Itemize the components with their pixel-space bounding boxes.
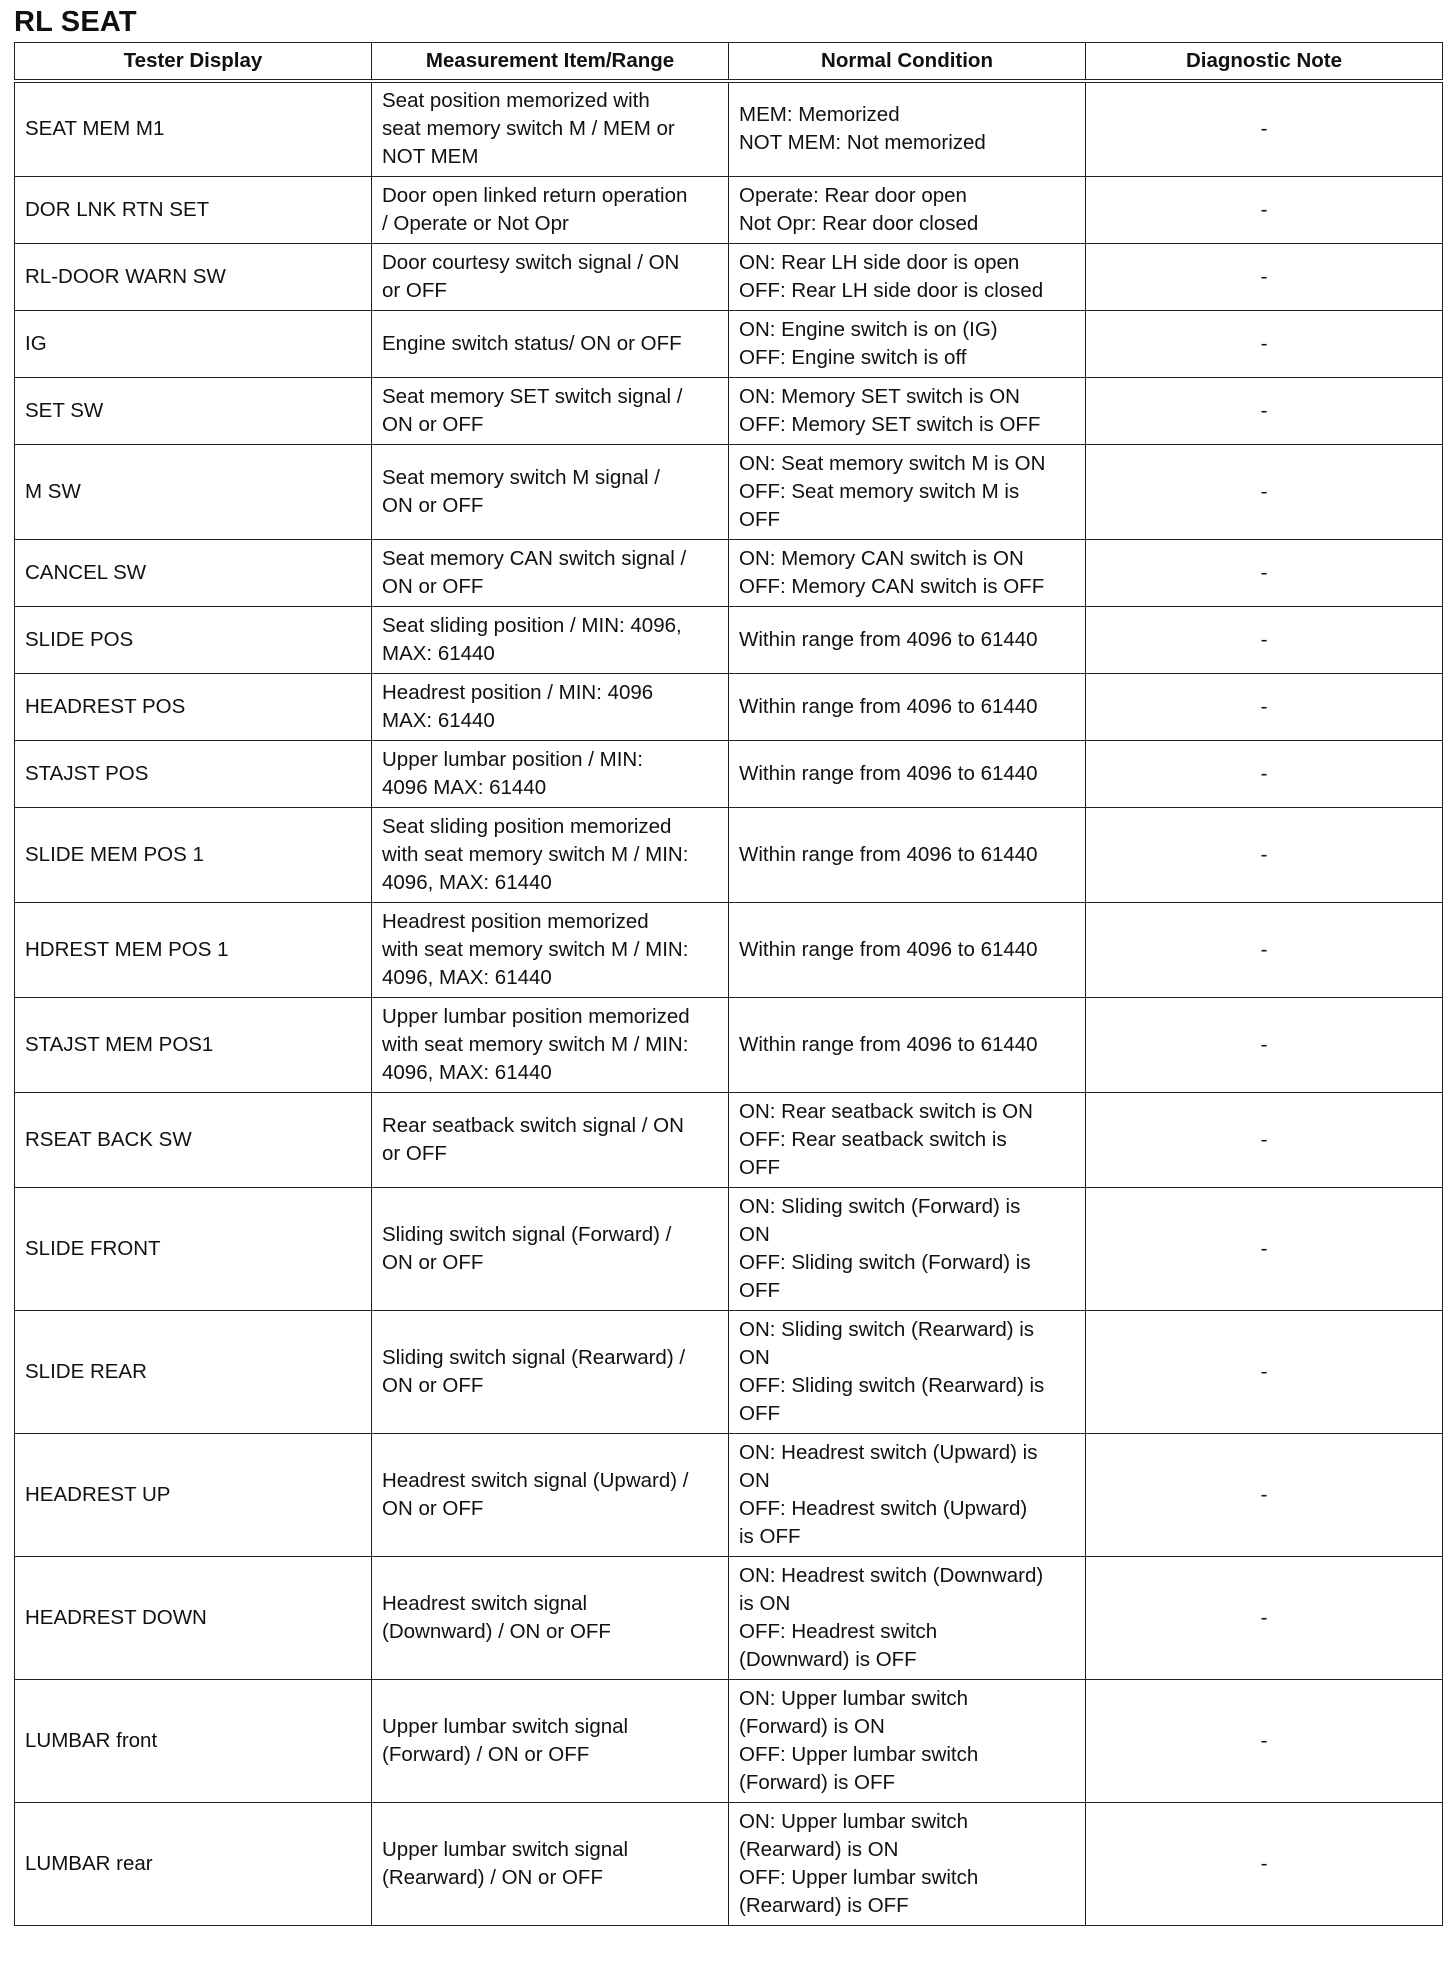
cell-normal-condition: ON: Engine switch is on (IG) OFF: Engine switch is off — [729, 310, 1086, 377]
cell-normal-condition: ON: Sliding switch (Forward) is ON OFF: Sliding switch (Forward) is OFF — [729, 1187, 1086, 1310]
cell-diagnostic-note: - — [1086, 740, 1443, 807]
cell-normal-condition: ON: Headrest switch (Downward) is ON OFF: Headrest switch (Downward) is OFF — [729, 1556, 1086, 1679]
header-tester-display: Tester Display — [15, 43, 372, 82]
cell-tester-display: SLIDE FRONT — [15, 1187, 372, 1310]
cell-diagnostic-note: - — [1086, 1433, 1443, 1556]
cell-normal-condition: Within range from 4096 to 61440 — [729, 673, 1086, 740]
cell-normal-condition: ON: Seat memory switch M is ON OFF: Seat memory switch M is OFF — [729, 444, 1086, 539]
cell-normal-condition: Within range from 4096 to 61440 — [729, 740, 1086, 807]
cell-diagnostic-note: - — [1086, 176, 1443, 243]
cell-measurement-item: Headrest switch signal (Upward) / ON or OFF — [372, 1433, 729, 1556]
table-row — [15, 243, 1443, 310]
cell-tester-display: HEADREST POS — [15, 673, 372, 740]
table-row — [15, 81, 1443, 176]
table-row — [15, 176, 1443, 243]
cell-diagnostic-note: - — [1086, 1310, 1443, 1433]
table-row — [15, 1556, 1443, 1679]
table-row — [15, 377, 1443, 444]
table-row — [15, 673, 1443, 740]
table-body — [15, 81, 1443, 1925]
cell-normal-condition: ON: Headrest switch (Upward) is ON OFF: Headrest switch (Upward) is OFF — [729, 1433, 1086, 1556]
cell-diagnostic-note: - — [1086, 997, 1443, 1092]
cell-normal-condition: Within range from 4096 to 61440 — [729, 997, 1086, 1092]
cell-tester-display: SLIDE POS — [15, 606, 372, 673]
cell-diagnostic-note: - — [1086, 539, 1443, 606]
table-row — [15, 1310, 1443, 1433]
cell-measurement-item: Rear seatback switch signal / ON or OFF — [372, 1092, 729, 1187]
cell-measurement-item: Seat sliding position / MIN: 4096, MAX: 61440 — [372, 606, 729, 673]
diagnostic-table — [14, 42, 1443, 1926]
cell-normal-condition: ON: Upper lumbar switch (Forward) is ON OFF: Upper lumbar switch (Forward) is OFF — [729, 1679, 1086, 1802]
cell-diagnostic-note: - — [1086, 243, 1443, 310]
cell-normal-condition: Within range from 4096 to 61440 — [729, 606, 1086, 673]
cell-tester-display: SET SW — [15, 377, 372, 444]
cell-tester-display: RSEAT BACK SW — [15, 1092, 372, 1187]
cell-diagnostic-note: - — [1086, 1679, 1443, 1802]
cell-diagnostic-note: - — [1086, 444, 1443, 539]
table-row — [15, 997, 1443, 1092]
cell-measurement-item: Upper lumbar switch signal (Forward) / ON or OFF — [372, 1679, 729, 1802]
cell-diagnostic-note: - — [1086, 807, 1443, 902]
table-row — [15, 1187, 1443, 1310]
cell-measurement-item: Door courtesy switch signal / ON or OFF — [372, 243, 729, 310]
cell-normal-condition: ON: Sliding switch (Rearward) is ON OFF: Sliding switch (Rearward) is OFF — [729, 1310, 1086, 1433]
cell-tester-display: RL-DOOR WARN SW — [15, 243, 372, 310]
cell-measurement-item: Upper lumbar position / MIN: 4096 MAX: 61440 — [372, 740, 729, 807]
cell-tester-display: HEADREST DOWN — [15, 1556, 372, 1679]
table-row — [15, 539, 1443, 606]
table-header-row — [15, 43, 1443, 82]
cell-tester-display: M SW — [15, 444, 372, 539]
cell-measurement-item: Sliding switch signal (Forward) / ON or OFF — [372, 1187, 729, 1310]
page-title: RL SEAT — [14, 6, 137, 38]
cell-normal-condition: ON: Rear seatback switch is ON OFF: Rear seatback switch is OFF — [729, 1092, 1086, 1187]
cell-tester-display: HDREST MEM POS 1 — [15, 902, 372, 997]
cell-tester-display: SLIDE REAR — [15, 1310, 372, 1433]
cell-normal-condition: Operate: Rear door open Not Opr: Rear door closed — [729, 176, 1086, 243]
cell-tester-display: SEAT MEM M1 — [15, 81, 372, 176]
cell-tester-display: CANCEL SW — [15, 539, 372, 606]
cell-diagnostic-note: - — [1086, 1092, 1443, 1187]
cell-diagnostic-note: - — [1086, 377, 1443, 444]
cell-measurement-item: Seat position memorized with seat memory switch M / MEM or NOT MEM — [372, 81, 729, 176]
cell-tester-display: LUMBAR rear — [15, 1802, 372, 1925]
cell-measurement-item: Door open linked return operation / Operate or Not Opr — [372, 176, 729, 243]
cell-measurement-item: Sliding switch signal (Rearward) / ON or OFF — [372, 1310, 729, 1433]
table-row — [15, 1679, 1443, 1802]
cell-diagnostic-note: - — [1086, 310, 1443, 377]
cell-normal-condition: Within range from 4096 to 61440 — [729, 807, 1086, 902]
cell-diagnostic-note: - — [1086, 902, 1443, 997]
cell-measurement-item: Seat memory switch M signal / ON or OFF — [372, 444, 729, 539]
cell-measurement-item: Upper lumbar position memorized with seat memory switch M / MIN: 4096, MAX: 61440 — [372, 997, 729, 1092]
cell-normal-condition: ON: Upper lumbar switch (Rearward) is ON OFF: Upper lumbar switch (Rearward) is OFF — [729, 1802, 1086, 1925]
table-row — [15, 740, 1443, 807]
cell-normal-condition: ON: Memory SET switch is ON OFF: Memory SET switch is OFF — [729, 377, 1086, 444]
table-row — [15, 902, 1443, 997]
table-row — [15, 1433, 1443, 1556]
cell-measurement-item: Seat memory CAN switch signal / ON or OFF — [372, 539, 729, 606]
table-row — [15, 1802, 1443, 1925]
cell-tester-display: HEADREST UP — [15, 1433, 372, 1556]
table-row — [15, 606, 1443, 673]
cell-measurement-item: Seat memory SET switch signal / ON or OFF — [372, 377, 729, 444]
cell-measurement-item: Headrest position / MIN: 4096 MAX: 61440 — [372, 673, 729, 740]
table-row — [15, 807, 1443, 902]
cell-tester-display: SLIDE MEM POS 1 — [15, 807, 372, 902]
cell-normal-condition: ON: Memory CAN switch is ON OFF: Memory CAN switch is OFF — [729, 539, 1086, 606]
cell-diagnostic-note: - — [1086, 1556, 1443, 1679]
header-normal-condition: Normal Condition — [729, 43, 1086, 82]
cell-measurement-item: Upper lumbar switch signal (Rearward) / ON or OFF — [372, 1802, 729, 1925]
cell-normal-condition: MEM: Memorized NOT MEM: Not memorized — [729, 81, 1086, 176]
table-row — [15, 310, 1443, 377]
cell-diagnostic-note: - — [1086, 606, 1443, 673]
cell-tester-display: STAJST POS — [15, 740, 372, 807]
cell-diagnostic-note: - — [1086, 81, 1443, 176]
cell-tester-display: DOR LNK RTN SET — [15, 176, 372, 243]
cell-diagnostic-note: - — [1086, 1187, 1443, 1310]
cell-measurement-item: Seat sliding position memorized with seat memory switch M / MIN: 4096, MAX: 61440 — [372, 807, 729, 902]
cell-tester-display: STAJST MEM POS1 — [15, 997, 372, 1092]
cell-normal-condition: ON: Rear LH side door is open OFF: Rear LH side door is closed — [729, 243, 1086, 310]
cell-diagnostic-note: - — [1086, 673, 1443, 740]
cell-measurement-item: Headrest switch signal (Downward) / ON or OFF — [372, 1556, 729, 1679]
cell-normal-condition: Within range from 4096 to 61440 — [729, 902, 1086, 997]
table-row — [15, 444, 1443, 539]
cell-measurement-item: Engine switch status/ ON or OFF — [372, 310, 729, 377]
cell-diagnostic-note: - — [1086, 1802, 1443, 1925]
header-diagnostic-note: Diagnostic Note — [1086, 43, 1443, 82]
cell-tester-display: LUMBAR front — [15, 1679, 372, 1802]
header-measurement-item: Measurement Item/Range — [372, 43, 729, 82]
cell-measurement-item: Headrest position memorized with seat memory switch M / MIN: 4096, MAX: 61440 — [372, 902, 729, 997]
table-row — [15, 1092, 1443, 1187]
cell-tester-display: IG — [15, 310, 372, 377]
